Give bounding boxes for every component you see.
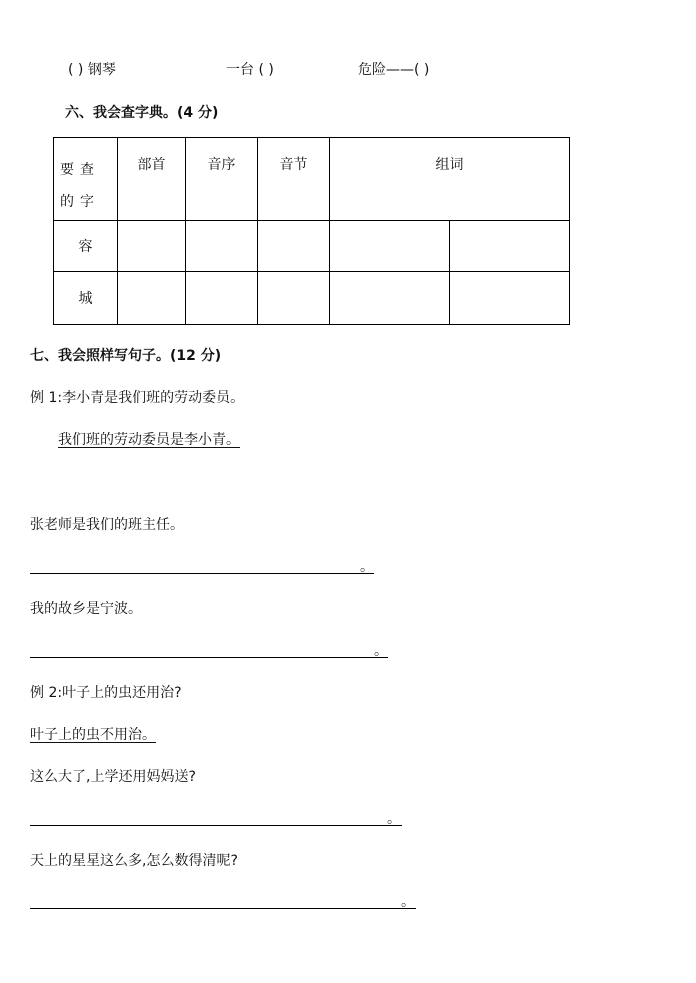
example-one-prompt: 例 1:李小青是我们班的劳动委员。 (30, 390, 245, 406)
table-cell[interactable] (450, 221, 570, 272)
fill-blank-danger: 危险——( ) (358, 62, 430, 78)
table-cell[interactable] (330, 221, 450, 272)
question-four: 天上的星星这么多,怎么数得清呢? (30, 853, 238, 869)
header-words: 组词 (330, 138, 570, 221)
header-initial: 音序 (186, 138, 258, 221)
table-cell[interactable] (258, 221, 330, 272)
period-mark: 。 (374, 643, 388, 659)
table-cell[interactable] (118, 221, 186, 272)
example-two-answer: 叶子上的虫不用治。 (30, 727, 156, 743)
example-one-answer: 我们班的劳动委员是李小青。 (58, 432, 240, 448)
question-three: 这么大了,上学还用妈妈送? (30, 769, 196, 785)
example-two-prompt: 例 2:叶子上的虫还用治? (30, 685, 182, 701)
question-one: 张老师是我们的班主任。 (30, 517, 184, 533)
fill-blank-yitai: 一台 ( ) (226, 62, 274, 78)
period-mark: 。 (401, 894, 415, 910)
table-cell[interactable] (186, 272, 258, 325)
question-two: 我的故乡是宁波。 (30, 601, 142, 617)
table-cell[interactable] (186, 221, 258, 272)
table-row (54, 221, 570, 272)
table-cell[interactable] (330, 272, 450, 325)
row-char-rong: 容 (54, 221, 118, 272)
fill-blank-piano: ( ) 钢琴 (68, 62, 116, 78)
header-char: 要查的字 (54, 138, 118, 221)
answer-line-three[interactable] (30, 825, 402, 826)
table-header-row (54, 138, 570, 221)
answer-line-one[interactable] (30, 573, 374, 574)
header-radical: 部首 (118, 138, 186, 221)
table-cell[interactable] (450, 272, 570, 325)
answer-line-two[interactable] (30, 657, 388, 658)
section-six-title: 六、我会查字典。(4 分) (65, 105, 219, 121)
dictionary-table (53, 137, 570, 325)
section-seven-title: 七、我会照样写句子。(12 分) (30, 348, 222, 364)
table-cell[interactable] (258, 272, 330, 325)
period-mark: 。 (387, 811, 401, 827)
row-char-cheng: 城 (54, 272, 118, 325)
header-syllable: 音节 (258, 138, 330, 221)
answer-line-four[interactable] (30, 908, 416, 909)
table-cell[interactable] (118, 272, 186, 325)
table-row (54, 272, 570, 325)
period-mark: 。 (360, 559, 374, 575)
